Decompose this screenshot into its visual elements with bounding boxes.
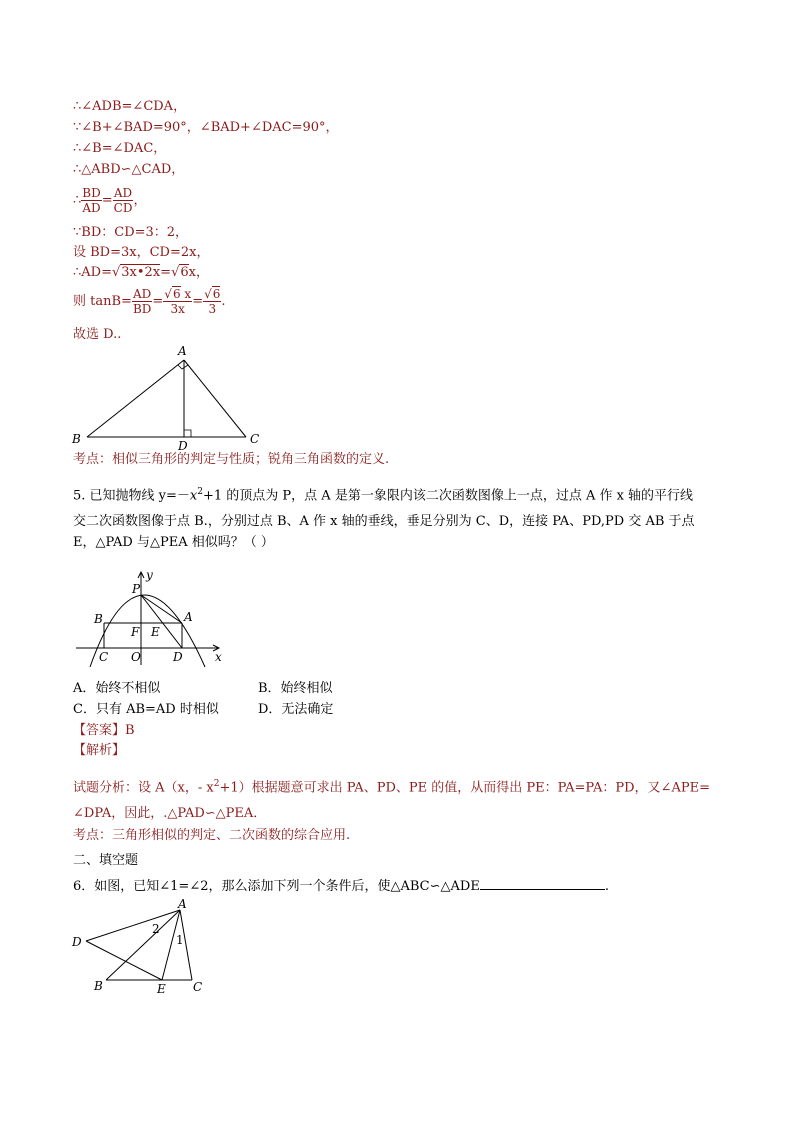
fraction-ad-bd: $\frac{AD}{BD}$	[132, 287, 152, 316]
solution-line-4: ∴△ABD∽△CAD，	[73, 162, 185, 177]
analysis-line-2: ∠DPA，因此，.△PAD∽△PEA．	[73, 806, 267, 821]
option-c: C．只有 AB=AD 时相似	[73, 702, 219, 717]
label-a: A	[178, 344, 187, 358]
q5-line-2: 交二次函数图像于点 B.，分别过点 B、A 作 x 轴的垂线，垂足分别为 C、D，连接 PA、PD,PD 交 AB 于点	[73, 514, 695, 529]
figure-parabola	[72, 565, 232, 670]
label-c: C	[250, 432, 260, 446]
option-b: B．始终相似	[258, 681, 333, 696]
label-d: D	[178, 439, 188, 453]
label-a: A	[184, 610, 193, 624]
section-title: 二、填空题	[73, 853, 139, 868]
right-angle-mark-a	[178, 365, 188, 369]
label-e: E	[157, 982, 166, 996]
q5-line-1: 5. 已知抛物线 $y=-x^2+1$ 的顶点为 P，点 A 是第一象限内该二次函数图像上一点，过点 A 作 x 轴的平行线	[73, 487, 694, 504]
radical-6: 6	[180, 265, 189, 280]
label-a: A	[178, 898, 187, 911]
segment-ab	[87, 360, 184, 437]
label-x: x	[215, 650, 222, 664]
right-angle-mark-d	[184, 430, 191, 437]
label-c: C	[99, 650, 109, 664]
segment-pa	[141, 595, 182, 623]
jiexi: 【解析】	[73, 743, 126, 758]
answer-blank[interactable]	[480, 877, 605, 890]
label-b: B	[94, 612, 103, 626]
label-angle-2: 2	[152, 922, 160, 936]
solution-line-7: 设 BD=3x，CD=2x，	[73, 245, 210, 260]
answer: 【答案】B	[73, 723, 135, 738]
therefore-sign: ∴	[73, 193, 82, 208]
segment-de	[86, 941, 162, 980]
segment-ab	[106, 910, 180, 980]
label-f: F	[131, 625, 140, 639]
solution-line-9: 则 tanB= $\frac{AD}{BD}$ = $\frac{√6 x}{3x}$ = $\frac{√6}{3}$ .	[73, 287, 226, 316]
segment-ac	[184, 360, 246, 437]
solution-line-2: ∵∠B+∠BAD=90°，∠BAD+∠DAC=90°，	[73, 120, 339, 135]
solution-line-6: ∵BD：CD=3：2，	[73, 225, 189, 240]
solution-line-5: ∴ $\frac{BD}{AD}$ = $\frac{AD}{CD}$ ，	[73, 186, 147, 215]
option-a: A．始终不相似	[73, 681, 161, 696]
segment-da	[86, 910, 180, 941]
label-p: P	[132, 582, 141, 596]
solution-line-3: ∴∠B=∠DAC，	[73, 141, 167, 156]
solution-line-1: ∴∠ADB=∠CDA，	[73, 99, 187, 114]
label-e: E	[151, 625, 160, 639]
kaodian-2: 考点：三角形相似的判定、二次函数的综合应用.	[73, 828, 351, 843]
label-o: O	[131, 650, 141, 664]
fraction-bd-ad: $\frac{BD}{AD}$	[82, 186, 101, 215]
solution-line-10: 故选 D..	[73, 327, 122, 342]
radical-3x2x: 3x•2x	[121, 265, 161, 280]
fraction-sqrt6x-3x: $\frac{√6 x}{3x}$	[164, 287, 192, 316]
figure-right-triangle	[70, 343, 270, 455]
figure-similar-triangles	[70, 898, 220, 998]
label-d: D	[72, 935, 82, 949]
label-b: B	[94, 979, 103, 993]
fraction-ad-cd: $\frac{AD}{CD}$	[113, 186, 133, 215]
label-c: C	[193, 980, 203, 994]
solution-line-8: ∴AD=√3x•2x=√6x，	[73, 265, 209, 280]
q5-line-3: E，△PAD 与△PEA 相似吗？（ ）	[73, 535, 274, 550]
segment-pd	[141, 595, 182, 648]
label-angle-1: 1	[176, 933, 184, 947]
label-d: D	[173, 650, 183, 664]
label-y: y	[146, 568, 153, 582]
label-b: B	[72, 432, 81, 446]
option-d: D．无法确定	[258, 702, 334, 717]
analysis-line-1: 试题分析：设 A（x，- $x^2+1$）根据题意可求出 PA、PD、PE 的值，从而得出 PE：PA=PA：PD，又∠APE=	[73, 779, 710, 796]
fraction-sqrt6-3: $\frac{√6}{3}$	[204, 287, 221, 316]
q6-text: 6．如图，已知∠1=∠2，那么添加下列一个条件后，使△ABC∽△ADE .	[73, 879, 609, 894]
kaodian-1: 考点：相似三角形的判定与性质；锐角三角函数的定义.	[73, 452, 390, 467]
